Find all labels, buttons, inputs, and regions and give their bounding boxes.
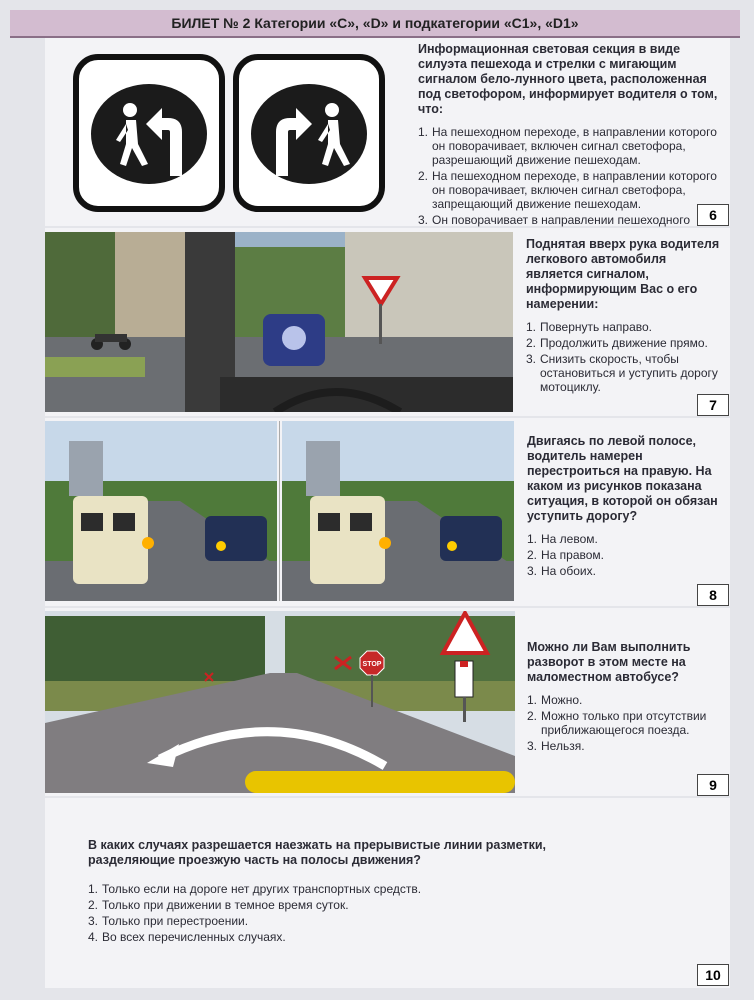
answer-option[interactable]: 1. На пешеходном переходе, в направлении которого он поворачивает, включен сигнал светофора, разрешающий движение пешеходам. bbox=[418, 125, 717, 167]
question-7-photo bbox=[45, 232, 513, 412]
question-8-photo-left bbox=[45, 421, 277, 601]
answer-option[interactable]: 2. На правом. bbox=[527, 548, 605, 562]
question-number: 9 bbox=[697, 774, 729, 796]
stop-sign-icon bbox=[360, 651, 384, 675]
right-arrow-pedestrian-icon bbox=[236, 57, 382, 209]
question-9-photo bbox=[45, 611, 515, 793]
question-6-content bbox=[418, 42, 726, 243]
answer-option[interactable]: 1. Повернуть направо. bbox=[526, 320, 652, 334]
answer-option[interactable]: 3. Снизить скорость, чтобы остановиться и уступить дорогу мотоциклу. bbox=[526, 352, 718, 394]
answer-option[interactable]: 3. Только при перестроении. bbox=[88, 914, 249, 928]
answer-option[interactable]: 3. Нельзя. bbox=[527, 739, 585, 753]
question-text: Двигаясь по левой полосе, водитель намерен перестроиться на правую. На каком из рисунков показана ситуация, в которой он обязан уступить дорогу? bbox=[527, 434, 718, 523]
question-9-content bbox=[527, 640, 727, 755]
photo-divider bbox=[279, 421, 280, 601]
stop-sign-text: STOP bbox=[362, 661, 382, 668]
question-6-illustration bbox=[70, 52, 390, 217]
answer-option[interactable]: 2. Можно только при отсутствии приближающегося поезда. bbox=[527, 709, 707, 737]
question-number: 7 bbox=[697, 394, 729, 416]
question-text: Поднятая вверх рука водителя легкового автомобиля является сигналом, информирующим Вас о его намерении: bbox=[526, 237, 720, 311]
question-text: В каких случаях разрешается наезжать на прерывистые линии разметки, разделяющие проезжую часть на полосы движения? bbox=[88, 838, 546, 867]
answer-option[interactable]: 3. Он поворачивает в направлении пешеходного bbox=[418, 213, 691, 227]
question-text: Можно ли Вам выполнить разворот в этом месте на маломестном автобусе? bbox=[527, 640, 691, 684]
question-text: Информационная световая секция в виде силуэта пешехода и стрелки с мигающим сигналом бело-лунного цвета, расположенная под светофором, информирует водителя о том, что: bbox=[418, 42, 718, 116]
question-number: 8 bbox=[697, 584, 729, 606]
pedestrian-left-arrow-icon bbox=[76, 57, 222, 209]
answer-option[interactable]: 2. Только при движении в темное время суток. bbox=[88, 898, 349, 912]
question-10-content bbox=[88, 838, 608, 946]
answer-option[interactable]: 1. Можно. bbox=[527, 693, 583, 707]
answer-option[interactable]: 4. Во всех перечисленных случаях. bbox=[88, 930, 286, 944]
question-8-photo-right bbox=[282, 421, 514, 601]
page-header: БИЛЕТ № 2 Категории «C», «D» и подкатегории «C1», «D1» bbox=[10, 10, 740, 38]
answer-option[interactable]: 2. На пешеходном переходе, в направлении которого он поворачивает, включен сигнал светофора, запрещающий движение пешеходам. bbox=[418, 169, 717, 211]
question-7-content bbox=[526, 237, 726, 396]
question-number: 6 bbox=[697, 204, 729, 226]
question-number: 10 bbox=[697, 964, 729, 986]
answer-option[interactable]: 1. На левом. bbox=[527, 532, 598, 546]
answer-option[interactable]: 3. На обоих. bbox=[527, 564, 596, 578]
answer-option[interactable]: 1. Только если на дороге нет других транспортных средств. bbox=[88, 882, 422, 896]
question-8-content bbox=[527, 434, 727, 580]
answer-option[interactable]: 2. Продолжить движение прямо. bbox=[526, 336, 708, 350]
